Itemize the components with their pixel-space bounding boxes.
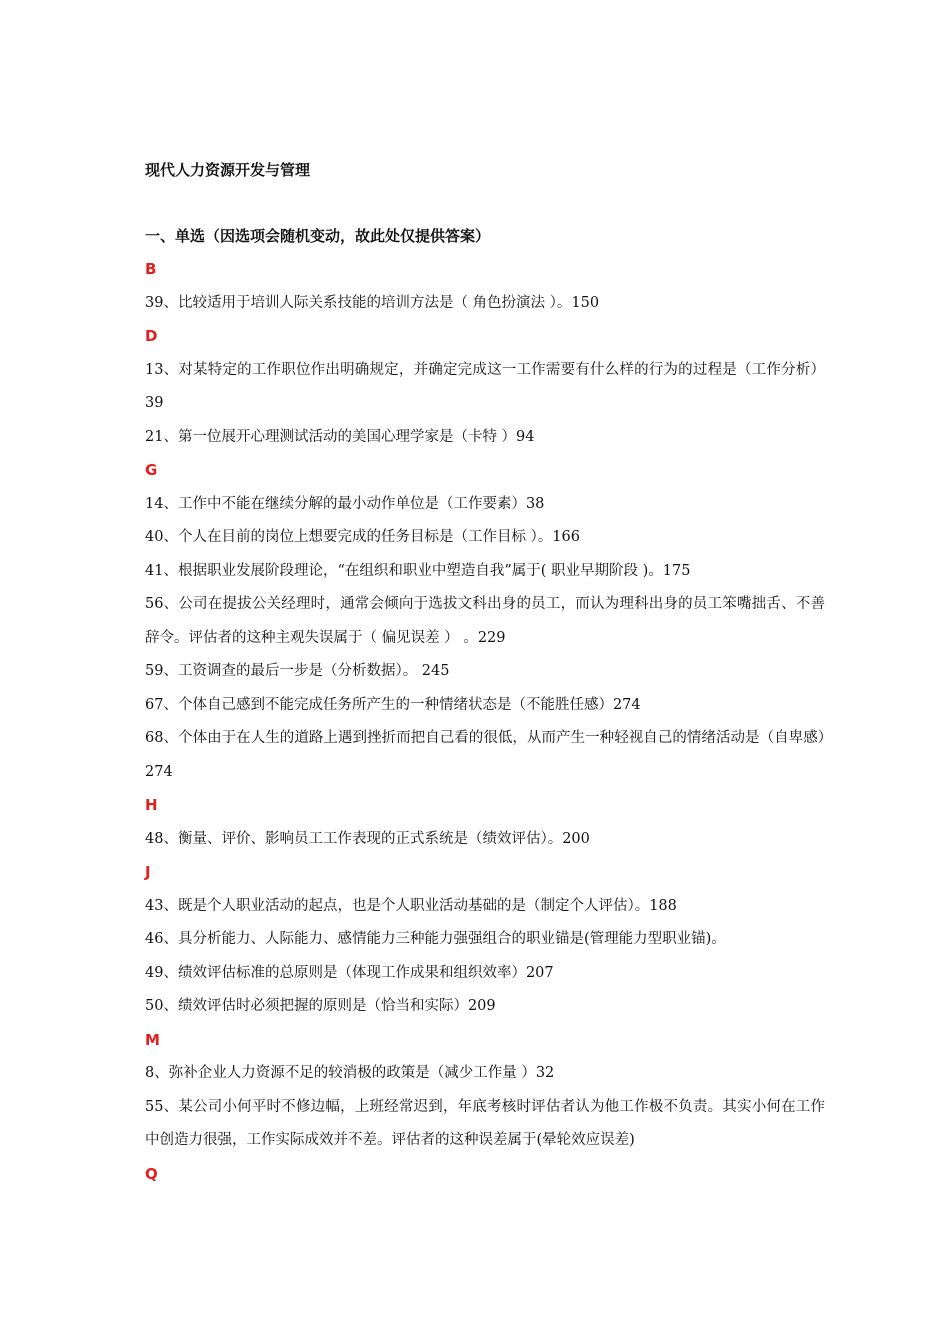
- question-item: 14、工作中不能在继续分解的最小动作单位是（工作要素）38: [145, 495, 545, 512]
- group-letter: B: [145, 260, 157, 278]
- question-item: 56、公司在提拔公关经理时，通常会倾向于选拔文科出身的员工，而认为理科出身的员工笨嘴拙舌、不善辞令。评估者的这种主观失误属于（ 偏见误差 ） 。229: [145, 596, 825, 646]
- question-item: 49、绩效评估标准的总原则是（体现工作成果和组织效率）207: [145, 964, 554, 981]
- question-item: 50、绩效评估时必须把握的原则是（恰当和实际）209: [145, 998, 496, 1014]
- group-letter: D: [145, 327, 158, 345]
- question-item: 55、某公司小何平时不修边幅，上班经常迟到，年底考核时评估者认为他工作极不负责。其实小何在工作中创造力很强，工作实际成效并不差。评估者的这种误差属于(晕轮效应误差): [145, 1098, 825, 1148]
- group-letter: J: [145, 863, 151, 881]
- document-content: [145, 154, 825, 1191]
- question-item: 21、第一位展开心理测试活动的美国心理学家是（卡特 ）94: [145, 428, 535, 445]
- group-letter: H: [145, 796, 158, 814]
- group-letter: G: [145, 461, 158, 479]
- group-letter: Q: [145, 1164, 158, 1183]
- section-heading: 一、单选（因选项会随机变动，故此处仅提供答案）: [145, 227, 491, 245]
- question-item: 39、比较适用于培训人际关系技能的培训方法是（ 角色扮演法 ）。150: [145, 294, 600, 311]
- question-item: 43、既是个人职业活动的起点，也是个人职业活动基础的是（制定个人评估）。188: [145, 897, 677, 914]
- group-letter: M: [145, 1030, 160, 1049]
- document-title: 现代人力资源开发与管理: [145, 161, 311, 179]
- question-item: 67、个体自己感到不能完成任务所产生的一种情绪状态是（不能胜任感）274: [145, 696, 641, 713]
- question-item: 41、根据职业发展阶段理论，“在组织和职业中塑造自我”属于( 职业早期阶段 )。175: [145, 562, 691, 579]
- question-item: 59、工资调查的最后一步是（分析数据）。 245: [145, 663, 450, 679]
- question-item: 48、衡量、评价、影响员工工作表现的正式系统是（绩效评估）。200: [145, 830, 590, 847]
- question-item: 40、个人在目前的岗位上想要完成的任务目标是（工作目标 ）。166: [145, 529, 580, 545]
- question-item: 68、个体由于在人生的道路上遇到挫折而把自己看的很低，从而产生一种轻视自己的情绪活动是（自卑感）274: [145, 730, 825, 780]
- question-item: 8、弥补企业人力资源不足的较消极的政策是（减少工作量 ）32: [145, 1065, 555, 1081]
- question-item: 46、具分析能力、人际能力、感情能力三种能力强强组合的职业锚是(管理能力型职业锚)。: [145, 931, 726, 947]
- question-item: 13、对某特定的工作职位作出明确规定，并确定完成这一工作需要有什么样的行为的过程是（工作分析）39: [145, 361, 825, 411]
